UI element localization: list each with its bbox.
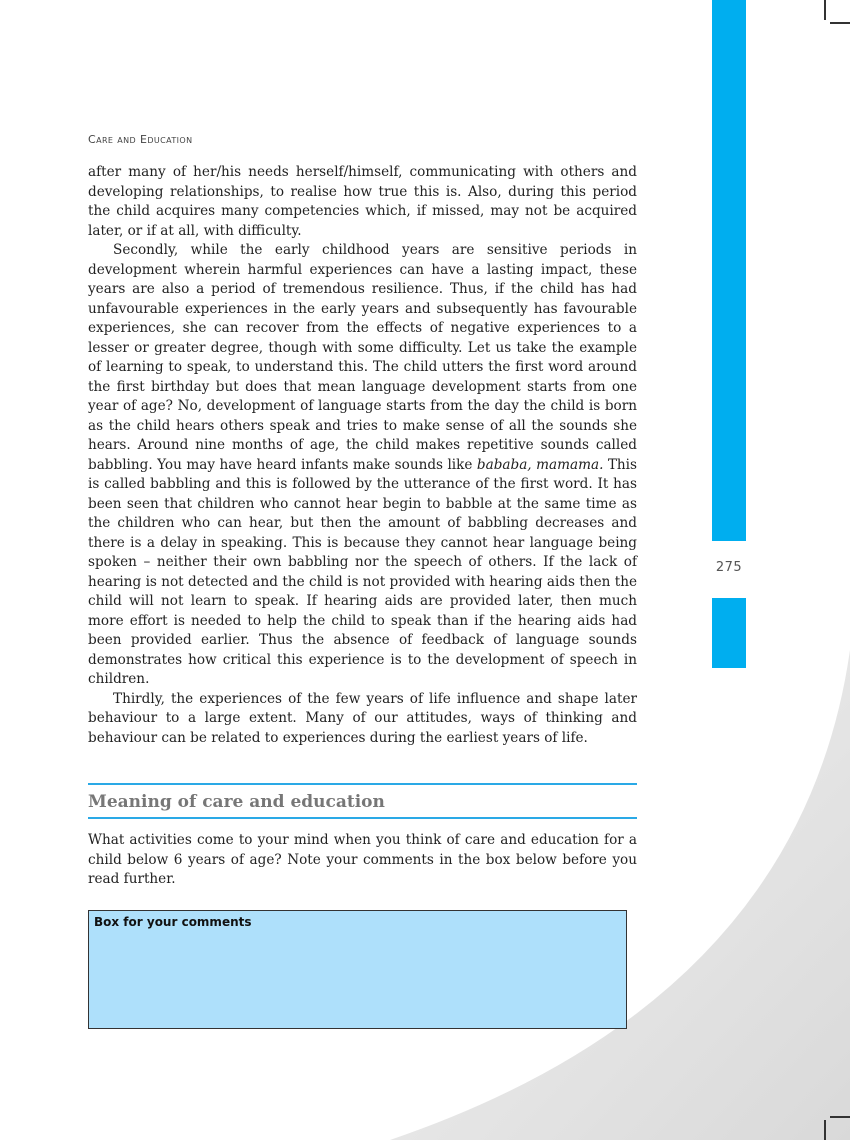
paragraph-2-text-a: Secondly, while the early childhood years are sensitive periods in development wherein harmful experiences can have a lasting impact, these years are also a period of tremendous resilience. Thus, if the child has had unfavourable experiences in the early years and subsequently has favourable experiences, she can recover from the effects of negative experiences to a lesser or greater degree, though with some difficulty. Let us take the example of learning to speak, to understand this. The child utters the first word around the first birthday but does that mean language development starts from one year of age? No, development of language starts from the day the child is born as the child hears others speak and tries to make sense of all the sounds she hears. Around nine months of age, the child makes repetitive sounds called babbling. You may have heard infants make sounds like xyxy=(88,242,637,473)
body-text xyxy=(88,163,637,748)
running-head: Care and Education xyxy=(88,133,193,146)
comments-box[interactable] xyxy=(88,910,627,1029)
paragraph-1: after many of her/his needs herself/himself, communicating with others and developing relationships, to realise how true this is. Also, during this period the child acquires many competencies which, if missed, may not be acquired later, or if at all, with difficulty. xyxy=(88,164,637,239)
side-tab-bar-top xyxy=(712,0,746,541)
side-tab-bar-bottom xyxy=(712,598,746,668)
crop-mark-bottom-right-horizontal xyxy=(830,1116,850,1118)
paragraph-2 xyxy=(88,241,637,690)
crop-mark-top-right-horizontal xyxy=(830,22,850,24)
section-heading: Meaning of care and education xyxy=(88,792,385,812)
paragraph-2-text-b: This is called babbling and this is followed by the utterance of the first word. It has been seen that children who cannot hear begin to babble at the same time as the children who can hear, but then the amount of babbling decreases and there is a delay in speaking. This is because they cannot hear language being spoken – neither their own babbling nor the speech of others. If the lack of hearing is not detected and the child is not provided with hearing aids then the child will not learn to speak. If hearing aids are provided later, then much more effort is needed to help the child to speak than if the hearing aids had been provided earlier. Thus the absence of feedback of language sounds demonstrates how critical this experience is to the development of speech in children. xyxy=(88,456,637,687)
paragraph-2-italic: bababa, mamama. xyxy=(476,456,604,473)
paragraph-3: Thirdly, the experiences of the few years of life influence and shape later behaviour to a large extent. Many of our attitudes, ways of thinking and behaviour can be related to experiences during the earliest years of life. xyxy=(88,690,637,746)
crop-mark-bottom-right-vertical xyxy=(824,1120,826,1140)
comments-box-label: Box for your comments xyxy=(94,915,252,929)
crop-mark-top-right-vertical xyxy=(824,0,826,20)
section-intro: What activities come to your mind when you think of care and education for a child below 6 years of age? Note your comments in the box below before you read further. xyxy=(88,832,637,887)
section-heading-band xyxy=(88,783,637,819)
page-number: 275 xyxy=(715,560,743,575)
